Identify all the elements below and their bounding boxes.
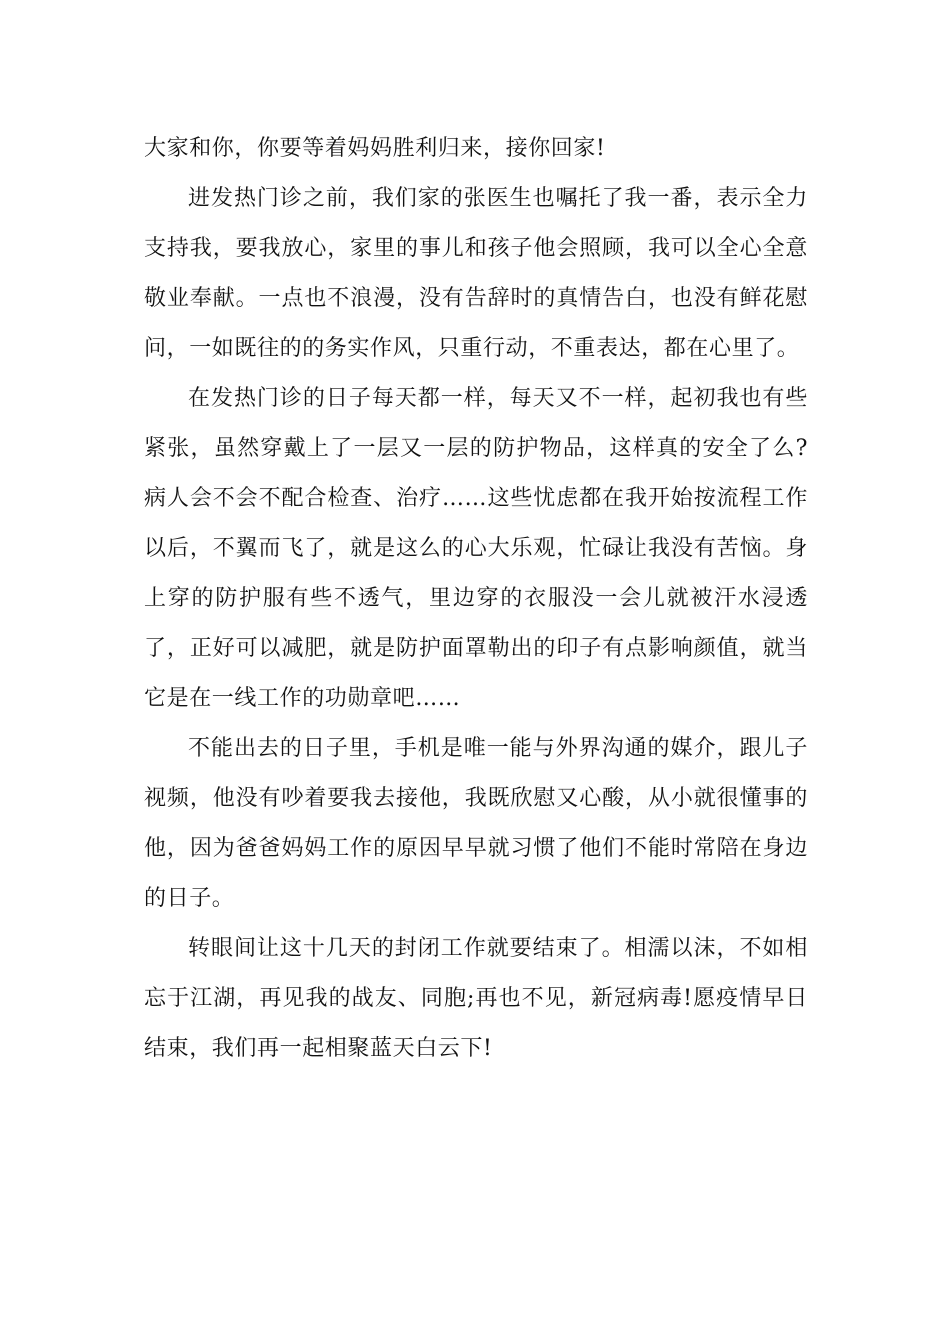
- paragraph-continued: 大家和你，你要等着妈妈胜利归来，接你回家!: [144, 136, 606, 161]
- document-body: [144, 124, 808, 1074]
- paragraph-ending: 转眼间让这十几天的封闭工作就要结束了。相濡以沫，不如相忘于江湖，再见我的战友、同胞;再也不见，新冠病毒!愿疫情早日结束，我们再一起相聚蓝天白云下!: [144, 936, 808, 1061]
- paragraph-departure: 进发热门诊之前，我们家的张医生也嘱托了我一番，表示全力支持我，要我放心，家里的事儿和孩子他会照顾，我可以全心全意敬业奉献。一点也不浪漫，没有告辞时的真情告白，也没有鲜花慰问，一如既往的的务实作风，只重行动，不重表达，都在心里了。: [144, 186, 808, 361]
- paragraph-fever-clinic: 在发热门诊的日子每天都一样，每天又不一样，起初我也有些紧张，虽然穿戴上了一层又一层的防护物品，这样真的安全了么?病人会不会不配合检查、治疗……这些忧虑都在我开始按流程工作以后，不翼而飞了，就是这么的心大乐观，忙碌让我没有苦恼。身上穿的防护服有些不透气，里边穿的衣服没一会儿就被汗水浸透了，正好可以减肥，就是防护面罩勒出的印子有点影响颜值，就当它是在一线工作的功勋章吧……: [144, 386, 808, 711]
- paragraph-son: 不能出去的日子里，手机是唯一能与外界沟通的媒介，跟儿子视频，他没有吵着要我去接他，我既欣慰又心酸，从小就很懂事的他，因为爸爸妈妈工作的原因早早就习惯了他们不能时常陪在身边的日子。: [144, 736, 808, 911]
